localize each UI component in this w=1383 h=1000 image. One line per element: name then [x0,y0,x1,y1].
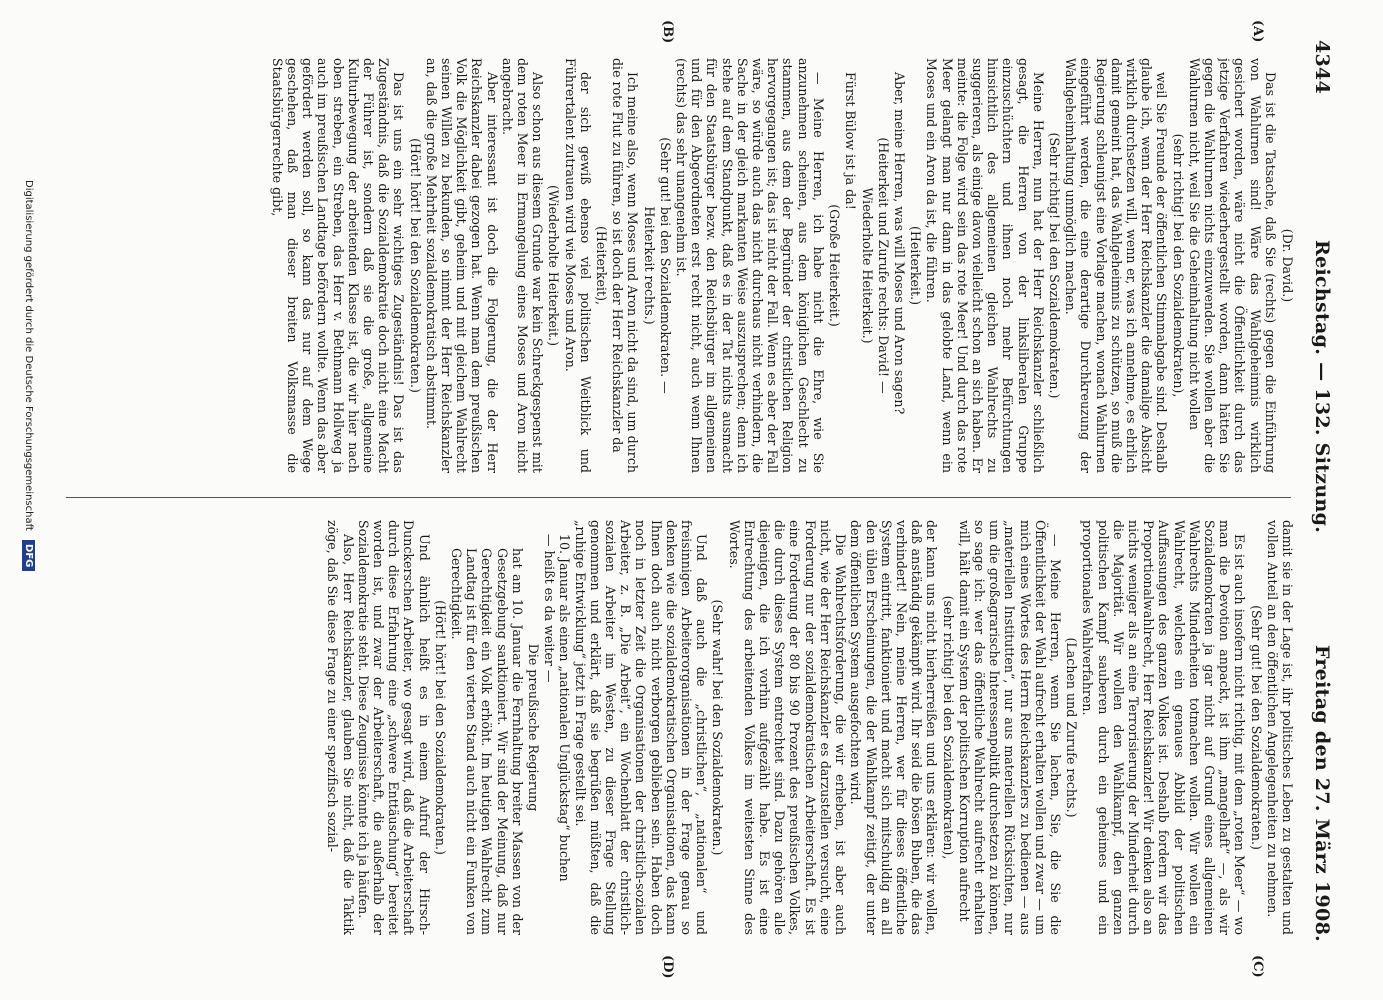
paragraph: Also, Herr Reichskanzler, glauben Sie nicht, daß die Taktik zöge, daß Sie diese Frage zu einer spezifisch sozial- [325,520,356,935]
paragraph: Aber interessant ist doch die Folgerung, die der Herr Reichskanzler dabei gezogen hat. Wenn man dem preußischen Volk die Möglichkeit gibt, geheim und mit gleichem Wahlrecht seinen Willen zu bekunden, so nimmt der Herr Reichskanzler an, daß die große Mehrheit sozialdemokratisch abstimmt. [423,58,500,473]
paragraph: Die Wahlrechtsforderung, die wir erheben, ist aber auch nicht, wie der Herr Reichskanzler es darzustellen versucht, eine Forderung nur der sozialdemokratischen Arbeiterschaft. Es ist eine Forderung der 80 bis 90 Prozent des preußischen Volkes, die durch dieses System entrechtet sind. Dazu gehören alle diejenigen, die ich vorhin aufgezählt habe. Es ist eine Entrechtung des arbeitenden Volkes im weitesten Sinne des Wortes. [726,520,849,935]
remark: (Wiederholte Heiterkeit.) [546,185,562,346]
paragraph: — Meine Herren, wenn Sie lachen, Sie, die Sie die Öffentlichkeit der Wahl aufrecht erhalten wollen und zwar — um mich eines Wortes des Herrn Reichskanzlers zu bedienen — aus „materiellen Institutten“, nur aus materiellen Rücksichten, nur um die großagrarische Interessenpolitik durchsetzen zu können, so sage ich: wer das öffentliche Wahlrecht aufrecht erhalten will, hält damit ein System der politischen Korruption aufrecht [956,520,1063,935]
remark: (Hört! hört! bei den Sozialdemokraten.) [432,600,448,855]
paragraph: — Meine Herren, ich habe nicht die Ehre, wie Sie anzunehmen scheinen, aus dem königlichen Geschlecht zu stammen, aus dem der Begründer der christlichen Religion hervorgegangen ist; das ist nicht der Fall. Wenn es aber der Fall wäre, so würde auch das nicht durchaus nicht verhindern, die Sache in der gleich markanten Weise auszusprechen; denn ich stehe auf dem Standpunkt, daß es in der Tat nichts ausmacht für den Staatsbürger bezw. den Reichsbürger im allgemeinen und für den Abgeordneten erst recht nicht, auch wenn Ihnen (rechts) das sehr unangenehm ist. [674,58,826,473]
remark: (Sehr wahr! bei den Sozialdemokraten.) [710,599,726,856]
paragraph: Es ist auch insofern nicht richtig, mit dem „roten Meer“ — wo man die Devotion anpackt, ist ihm „mangelhaft“ —, als wir Sozialdemokraten ja gar nicht auf Grund eines allgemeinen Wahlrechts Minderheiten totmachen wollen. Wir wollen ein Wahlrecht, welches ein genaues Abbild der politischen Auffassungen des ganzen Volkes ist. Deshalb fordern wir das Proportionalwahlrecht, Herr Reichskanzler! Wir denken also an nichts weniger als an eine Terrorisierung der Minderheit durch die Majorität. Wir wollen den Wahlkampf, den ganzen politischen Kampf sauberen durch ein geheimes und ein proportionales Wahlverfahren. [1080,520,1248,935]
page-header [1303,40,1333,960]
margin-marker-c: (C) [1250,955,1265,978]
remark: (Lachen und Zurufe rechts.) [1064,637,1080,818]
remark: (Sehr richtig! bei den Sozialdemokraten.) [1046,132,1062,399]
paragraph: Das ist die Tatsache, daß Sie (rechts) gegen die Einführung von Wahlurnen sind! Wäre das Wahlgeheimnis wirklich gesichert worden, wäre nicht die Öffentlichkeit durch das jetzige Verfahren wiederhergestellt worden, dann hätten Sie gegen die Wahlurnen nichts einzuwenden. Sie wollen aber die Wahlurnen nicht, weil Sie die Geheimhaltung nicht wollen [1186,58,1278,473]
paragraph: damit sie in der Lage ist, ihr politisches Leben zu gestalten und vollen Anteil an den öffentlichen Angelegenheiten zu nehmen. [1264,520,1295,935]
paragraph: Und daß auch die „christlichen“, „nationalen“ und freisinnigen Arbeiterorganisationen in der Frage genau so denken wie die sozialdemokratischen Organisationen, das kann Ihnen doch auch nicht verborgen geblieben sein. Haben doch noch in letzter Zeit die Organisationen der christlich-sozialen Arbeiter, z. B. „Die Arbeit“, ein Wochenblatt der christlich-sozialen Arbeiter im Westen, zu dieser Frage Stellung genommen und erklärt, daß sie begrüßen müßten, daß die „ruhige Entwicklung“ jetzt in Frage gestellt sei. [572,520,710,935]
paragraph: Und ähnlich heißt es in einem Aufruf der Hirsch-Dunckerschen Arbeiter, wo gesagt wird, daß die Arbeiterschaft durch diese Erfahrung eine „schwere Enttäuschung“ bereitet worden ist, und zwar der Arbeiterschaft, die außerhalb der Sozialdemokratie steht. Diese Zeugnisse könnte ich ja häufen. [355,520,432,935]
paragraph: Aber, meine Herren, was will Moses und Aron sagen? [891,72,907,415]
remark: Wiederholte Heiterkeit.) [859,187,875,344]
column-divider [66,497,1291,498]
remark: (sehr richtig! bei den Sozialdemokraten), [1170,133,1186,398]
paragraph: 10. Januar als einen „nationalen Unglückstag“ buchen [557,534,573,882]
margin-marker-b: (B) [660,20,675,44]
paragraph: — heißt es da weiter — [542,534,558,683]
remark: (sehr richtig! bei den Sozialdemokraten), [940,595,956,860]
credit-text: Digitalisierung gefördert durch die Deutsche Forschungsgemeinschaft [23,180,34,531]
page-title: Reichstag. — 132. Sitzung. [1311,240,1333,534]
margin-marker-d: (D) [660,955,675,979]
right-column [65,520,1295,935]
paragraph: Ich meine also, wenn Moses und Aron nicht da sind, um durch die rote Flut zu führen, so ist doch der Herr Reichskanzler da [610,58,641,473]
remark: (Heiterkeit), [594,226,610,305]
remark: (Heiterkeit.) [908,226,924,305]
dfg-logo: DFG [22,540,35,571]
remark: (Große Heiterkeit.) [827,204,843,327]
session-date: Freitag den 27. März 1908. [1311,645,1333,942]
remark: (Sehr gut! bei den Sozialdemokraten.) [1248,605,1264,850]
paragraph: Fürst Bülow ist ja da! [843,72,859,210]
left-column [65,58,1295,473]
quote-body: hat am 10. Januar die Fernhaltung breiter Massen von der Gesetzgebung sanktioniert. Wir sind der Meinung, daß nur Gerechtigkeit ein Volk erhöht. Im heutigen Wahlrecht zum Landtag ist für den vierten Stand auch nicht ein Funken von Gerechtigkeit. [449,548,525,935]
paragraph: weil Sie Freunde der öffentlichen Stimmabgabe sind. Deshalb glaube ich, wenn der Herr Reichskanzler die damalige Absicht wirklich durchsetzen will, wenn er, was ich annehme, es ehrlich damit gemeint hat, das Wahlgeheimnis zu schützen, so muß die Regierung schleunigst eine Vorlage machen, wonach Wahlurnen eingeführt werden, die eine derartige Durchkreuzung der Wahlgeheimhaltung unmöglich machen. [1063,58,1170,473]
paragraph: der sich gewiß ebenso viel politischen Weitblick und Führertalent zutrauen wird wie Moses und Aron. [562,58,593,473]
remark: (Sehr gut! bei den Sozialdemokraten. — [657,137,673,394]
paragraph: Meine Herren, nun hat der Herr Reichskanzler schließlich gesagt, die Herren von der linksliberalen Gruppe einzuschüchtern und ihnen noch mehr Befürchtungen hinsichtlich des allgemeinen gleichen Wahlrechts zu suggerieren, als einige davon vielleicht schon an sich haben. Er meinte: die Folge wird sein das rote Meer! Und durch das rote Meer gelangt man nur dann in das gelobte Land, wenn ein Moses und ein Aron da ist, die führen. [924,58,1046,473]
remark: (Hört! hört! bei den Sozialdemokraten.) [407,138,423,393]
quote-heading: Die preußische Regierung [526,643,542,812]
remark: (Heiterkeit und Zurufe rechts: David! — [875,137,891,394]
paragraph: Das ist uns ein sehr wichtiges Zugeständnis! Das ist das Zugeständnis, daß die Sozialdemokratie doch nicht eine Macht der Führer ist, sondern daß sie die große, allgemeine Kulturbewegung der arbeitenden Klasse ist, die wir hier nach oben streben, ein Streben, das Herr v. Bethmann Hollweg ja auch im preußischen Landtage befördern wollte. Wenn das aber gefördert werden soll, so kann das nur auf dem Wege geschehen, daß man dieser breiten Volksmasse die Staatsbürgerrechte gibt, [269,58,407,473]
page-number: 4344 [1311,40,1333,95]
paragraph: Also schon aus diesem Grunde war kein Schreckgespenst mit dem roten Meer in Ermangelung eines Moses und Aron nicht angebracht. [499,58,546,473]
speaker-label: (Dr. David.) [1280,228,1295,303]
remark: Heiterkeit rechts.) [641,206,657,325]
digitization-credit [22,180,35,980]
margin-marker-a: (A) [1250,20,1265,43]
paragraph: der kann uns nicht hierherreißen und uns erklären: wir wollen, daß anständig gekämpft wird. Ihr seid die bösen Buben, die das verhindert! Nein, meine Herren, wer für dieses öffentliche System eintritt, fanktioniert und macht sich mitschuldig an all den üblen Erscheinungen, die der Wahlkampf zeitigt, der unter dem öffentlichen System ausgefochten wird. [848,520,940,935]
